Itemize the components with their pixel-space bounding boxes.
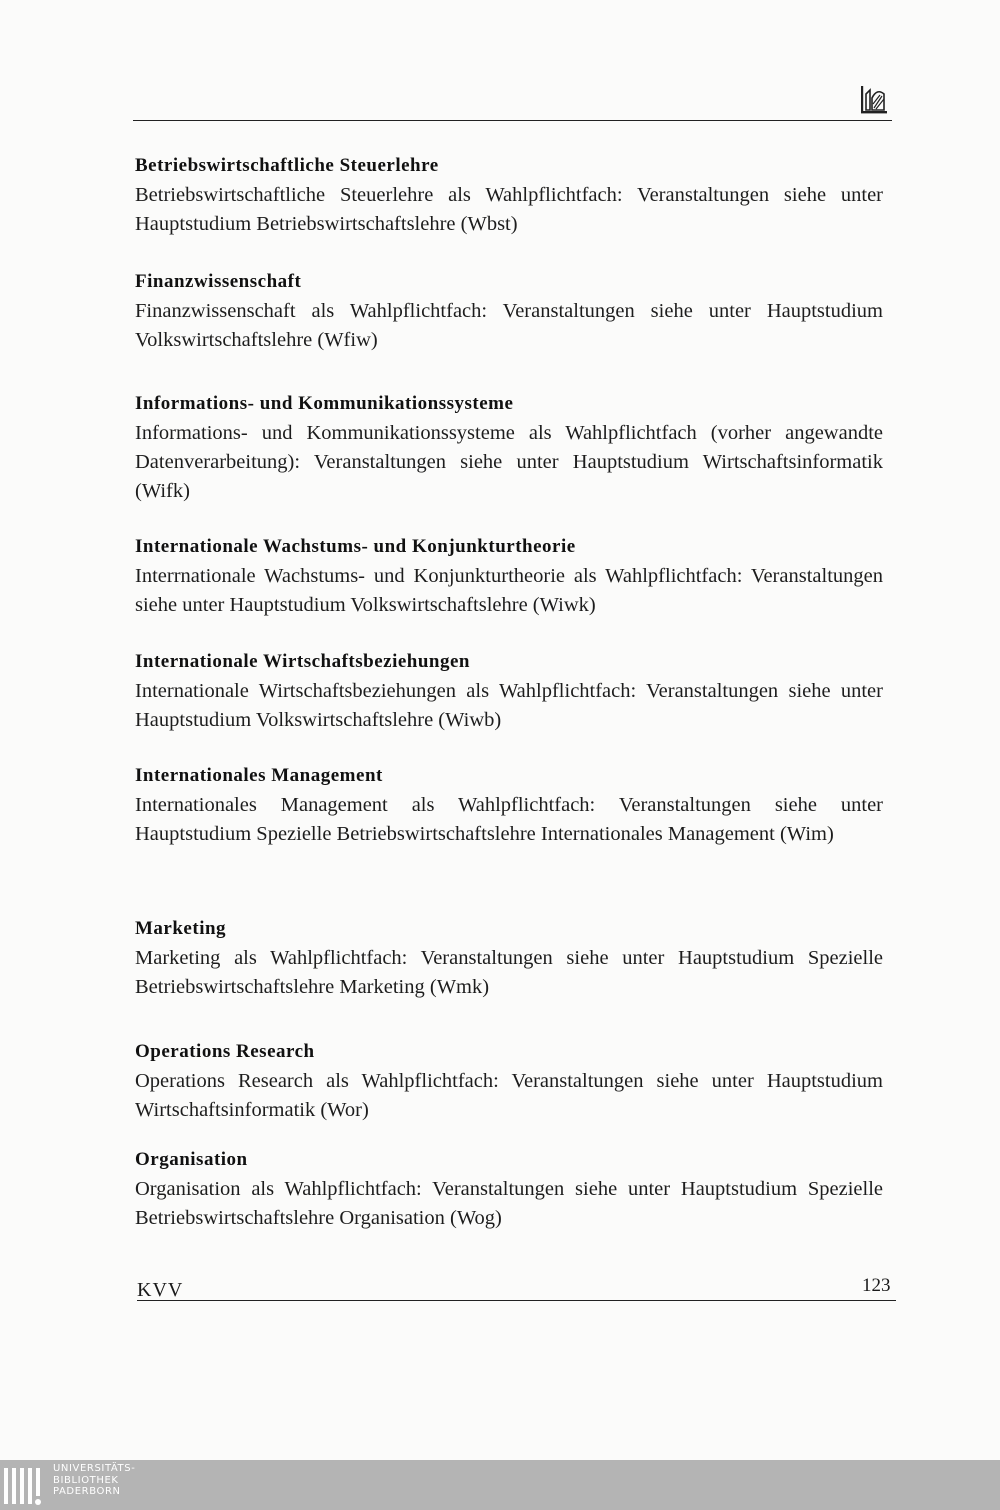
- section-text: Interrnationale Wachstums- und Konjunkturtheorie als Wahlpflichtfach: Veranstaltungen siehe unter Hauptstudium Volkswirtschaftslehre (Wiwk): [135, 565, 883, 616]
- section-organisation: [135, 1148, 883, 1233]
- library-name-line: PADERBORN: [53, 1486, 121, 1497]
- section-betriebswirtschaftliche-steuerlehre: [135, 154, 883, 239]
- section-text: Organisation als Wahlpflichtfach: Veranstaltungen siehe unter Hauptstudium Spezielle Betriebswirtschaftslehre Organisation (Wog): [135, 1178, 883, 1229]
- section-heading: Operations Research: [135, 1041, 315, 1062]
- section-heading: Informations- und Kommunikationssysteme: [135, 393, 514, 414]
- section-operations-research: [135, 1040, 883, 1125]
- library-name-line: UNIVERSITÄTS-: [53, 1463, 136, 1474]
- footer-rule: [137, 1300, 896, 1301]
- section-heading: Betriebswirtschaftliche Steuerlehre: [135, 155, 439, 176]
- section-heading: Internationale Wirtschaftsbeziehungen: [135, 651, 470, 672]
- page-number: 123: [862, 1275, 891, 1296]
- faculty-logo-icon: [858, 82, 890, 116]
- library-name-line: BIBLIOTHEK: [53, 1474, 119, 1486]
- section-heading: Organisation: [135, 1149, 248, 1170]
- section-finanzwissenschaft: [135, 270, 883, 355]
- section-heading: Internationale Wachstums- und Konjunkturtheorie: [135, 536, 576, 557]
- section-heading: Finanzwissenschaft: [135, 271, 302, 292]
- section-text: Betriebswirtschaftliche Steuerlehre als Wahlpflichtfach: Veranstaltungen siehe unter Hauptstudium Betriebswirtschaftslehre (Wbst): [135, 184, 883, 235]
- section-text: Internationales Management als Wahlpflichtfach: Veranstaltungen siehe unter Hauptstudium Spezielle Betriebswirtschaftslehre Internationales Management (Wim): [135, 794, 883, 845]
- library-name: [53, 1463, 135, 1498]
- section-internationale-wachstums-und-konjunkturtheorie: [135, 535, 883, 620]
- section-informations-und-kommunikationssysteme: [135, 392, 883, 506]
- footer-kvv-label: KVV: [137, 1279, 184, 1301]
- section-heading: Internationales Management: [135, 765, 383, 786]
- header-rule: [133, 120, 892, 121]
- section-marketing: [135, 917, 883, 1002]
- library-barcode-logo-icon: [2, 1464, 48, 1508]
- section-text: Finanzwissenschaft als Wahlpflichtfach: Veranstaltungen siehe unter Hauptstudium Volkswirtschaftslehre (Wfiw): [135, 300, 883, 351]
- library-watermark-bar: [0, 1460, 1000, 1510]
- section-text: Internationale Wirtschaftsbeziehungen als Wahlpflichtfach: Veranstaltungen siehe unter Hauptstudium Volkswirtschaftslehre (Wiwb): [135, 680, 883, 731]
- section-text: Operations Research als Wahlpflichtfach: Veranstaltungen siehe unter Hauptstudium Wirtschaftsinformatik (Wor): [135, 1070, 883, 1121]
- section-heading: Marketing: [135, 918, 227, 939]
- section-text: Informations- und Kommunikationssysteme als Wahlpflichtfach (vorher angewandte Datenverarbeitung): Veranstaltungen siehe unter Hauptstudium Wirtschaftsinformatik (Wifk): [135, 422, 883, 502]
- section-internationales-management: [135, 764, 883, 849]
- section-text: Marketing als Wahlpflichtfach: Veranstaltungen siehe unter Hauptstudium Spezielle Betriebswirtschaftslehre Marketing (Wmk): [135, 947, 883, 998]
- section-internationale-wirtschaftsbeziehungen: [135, 650, 883, 735]
